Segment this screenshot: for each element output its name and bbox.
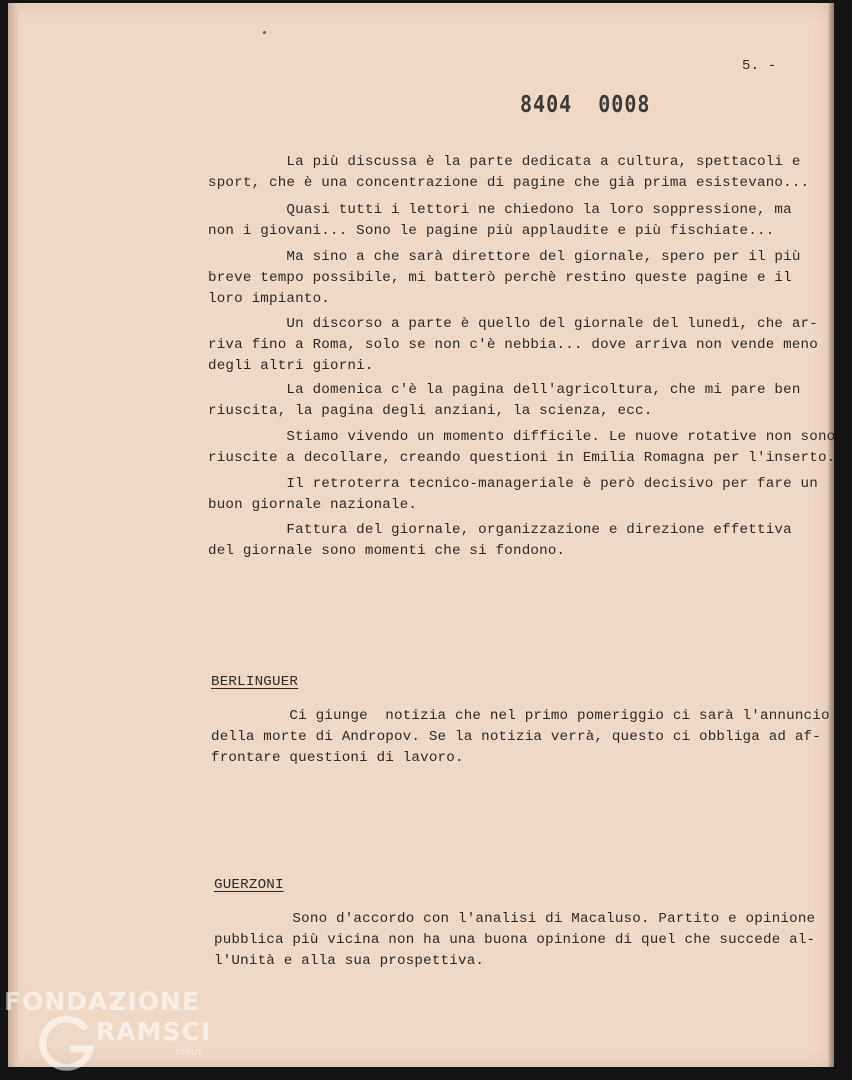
gramsci-g-logo-icon [36,1013,98,1075]
paragraph-8-line-2: del giornale sono momenti che si fondono. [208,543,566,559]
paragraph-3-line-1: Ma sino a che sarà direttore del giornale, spero per il più [208,249,801,265]
paragraph-1-line-2: sport, che è una concentrazione di pagine che già prima esistevano... [208,175,810,191]
speaker-heading-guerzoni: GUERZONI [214,877,284,893]
paragraph-5-line-2: riuscita, la pagina degli anziani, la scienza, ecc. [208,403,653,419]
paragraph-1-line-1: La più discussa è la parte dedicata a cultura, spettacoli e [208,154,801,170]
fondazione-gramsci-watermark [0,985,240,1080]
paragraph-2-line-1: Quasi tutti i lettori ne chiedono la loro soppressione, ma [208,202,792,218]
archive-code-stamp: 8404 0008 [520,90,651,118]
guerzoni-line-1: Sono d'accordo con l'analisi di Macaluso. Partito e opinione [214,911,816,927]
watermark-line-1: FONDAZIONE [4,987,201,1016]
page-right-edge [828,3,834,1067]
berlinguer-line-2: della morte di Andropov. Se la notizia verrà, questo ci obbliga ad af- [211,729,821,745]
speaker-heading-berlinguer: BERLINGUER [211,674,299,690]
paragraph-4-line-1: Un discorso a parte è quello del giornale del lunedì, che ar- [208,316,818,332]
paragraph-7-line-2: buon giornale nazionale. [208,497,418,513]
guerzoni-line-3: l'Unità e alla sua prospettiva. [214,953,485,969]
paragraph-7-line-1: Il retroterra tecnico-manageriale è però decisivo per fare un [208,476,818,492]
paragraph-4-line-2: riva fino a Roma, solo se non c'è nebbia... dove arriva non vende meno [208,337,818,353]
paragraph-6-line-1: Stiamo vivendo un momento difficile. Le nuove rotative non sono [208,429,836,445]
paper-speck [263,31,266,34]
paragraph-5-line-1: La domenica c'è la pagina dell'agricoltura, che mi pare ben [208,382,801,398]
page-binding-edge [8,3,18,1067]
paragraph-3-line-3: loro impianto. [208,291,330,307]
paragraph-4-line-3: degli altri giorni. [208,358,374,374]
paragraph-2-line-2: non i giovani... Sono le pagine più applaudite e più fischiate... [208,223,775,239]
page-number: 5. - [742,58,777,74]
paragraph-3-line-2: breve tempo possibile, mi batterò perchè restino queste pagine e il [208,270,792,286]
watermark-line-2: RAMSCI [96,1017,212,1046]
paragraph-6-line-2: riuscite a decollare, creando questioni in Emilia Romagna per l'inserto. [208,450,836,466]
berlinguer-line-1: Ci giunge notizia che nel primo pomeriggio ci sarà l'annuncio [211,708,830,724]
watermark-suffix: onlus [176,1047,203,1058]
paragraph-8-line-1: Fattura del giornale, organizzazione e direzione effettiva [208,522,792,538]
berlinguer-line-3: frontare questioni di lavoro. [211,750,464,766]
guerzoni-line-2: pubblica più vicina non ha una buona opinione di quel che succede al- [214,932,816,948]
